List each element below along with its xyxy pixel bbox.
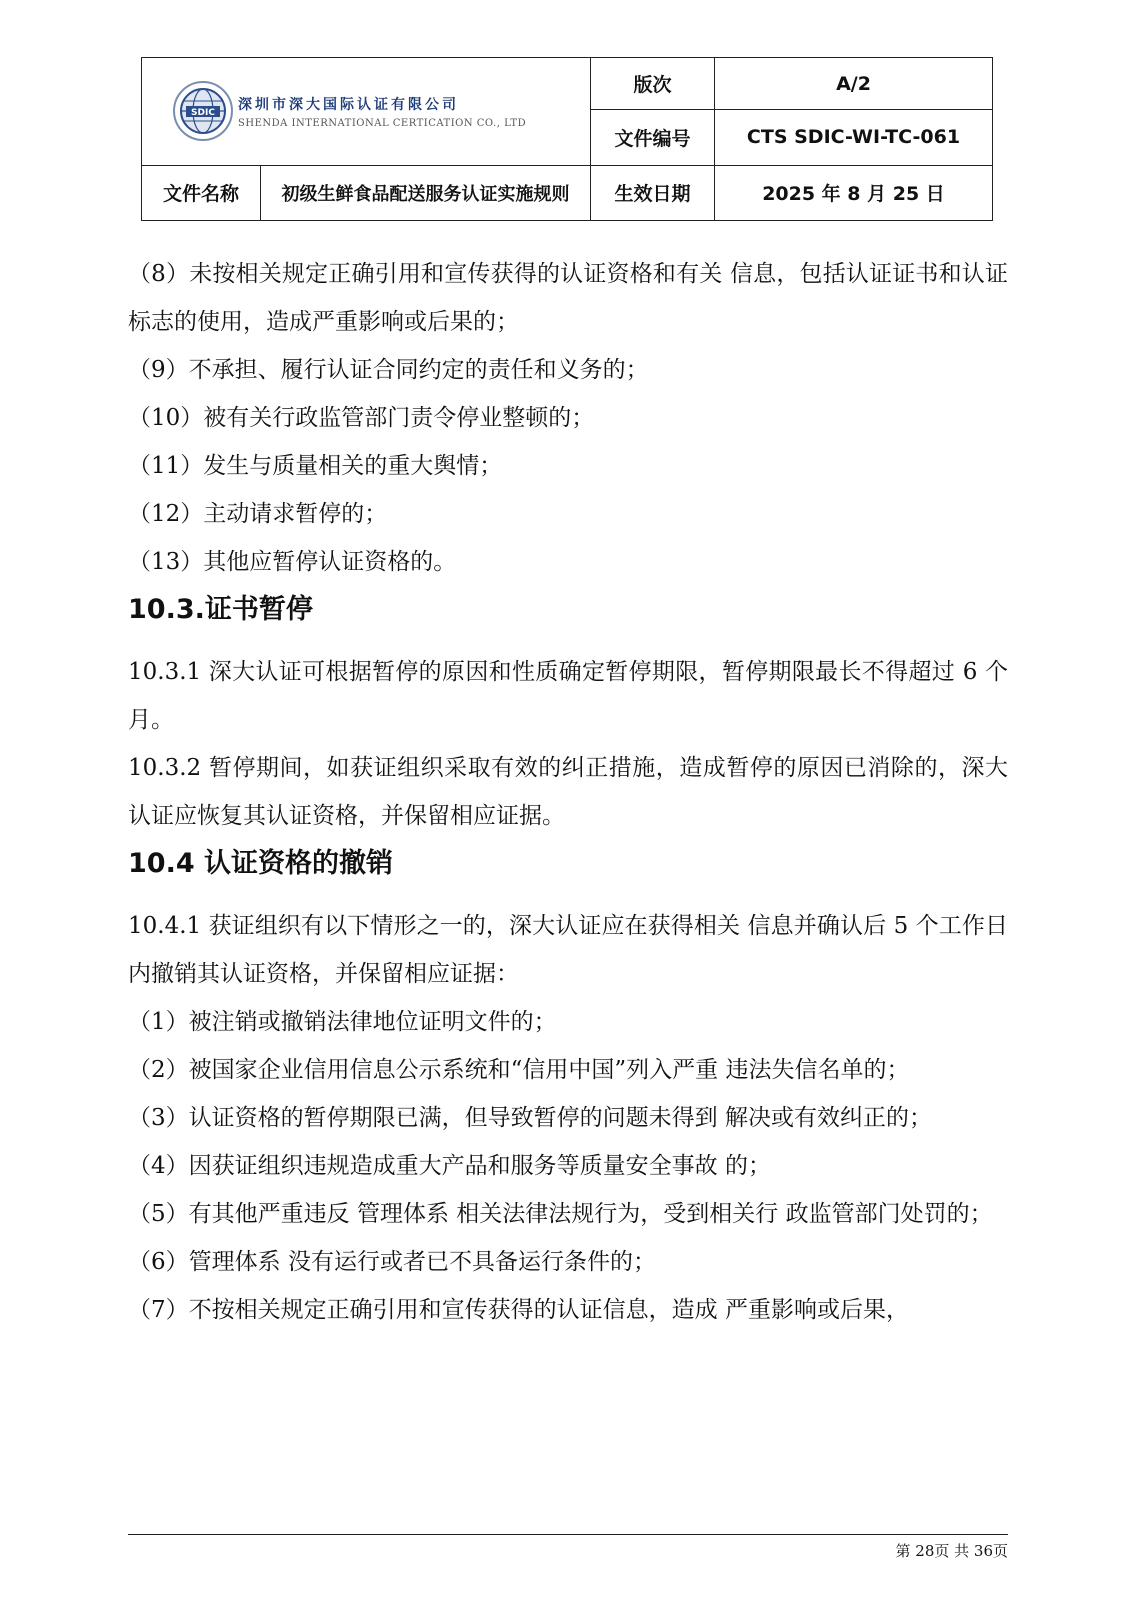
- list-item: （13）其他应暂停认证资格的。: [128, 549, 457, 575]
- list-item: （12）主动请求暂停的；: [128, 501, 388, 527]
- company-name-cn: 深圳市深大国际认证有限公司: [238, 96, 459, 113]
- list-item: （7）不按相关规定正确引用和宣传获得的认证信息，造成 严重影响或后果，: [128, 1297, 909, 1323]
- list-item: （4）因获证组织违规造成重大产品和服务等质量安全事故 的；: [128, 1153, 771, 1179]
- list-item: （3）认证资格的暂停期限已满，但导致暂停的问题未得到 解决或有效纠正的；: [128, 1105, 932, 1131]
- list-item: （2）被国家企业信用信息公示系统和“信用中国”列入严重 违法失信名单的；: [128, 1057, 910, 1083]
- document-header-table: [141, 57, 993, 221]
- svg-text:SDIC: SDIC: [191, 108, 215, 119]
- section-heading-10-4: 10.4 认证资格的撤销: [128, 848, 394, 879]
- list-item: （8）未按相关规定正确引用和宣传获得的认证资格和有关 信息，包括认证证书和认证标志的使用，造成严重影响或后果的；: [128, 261, 1008, 335]
- company-name-en: SHENDA INTERNATIONAL CERTICATION CO., LTD: [238, 117, 527, 129]
- section-heading-10-3: 10.3.证书暂停: [128, 594, 313, 625]
- paragraph-10-3-1: 10.3.1 深大认证可根据暂停的原因和性质确定暂停期限，暂停期限最长不得超过 6 个月。: [128, 659, 1008, 733]
- doc-name-value: 初级生鲜食品配送服务认证实施规则: [261, 165, 591, 220]
- page-number: 第 28页 共 36页: [895, 1542, 1008, 1560]
- version-label: 版次: [591, 58, 715, 110]
- doc-name-label: 文件名称: [142, 165, 261, 220]
- document-body: [128, 250, 1008, 1334]
- effective-date-value: 2025 年 8 月 25 日: [715, 165, 993, 220]
- footer-divider: [128, 1534, 1008, 1535]
- list-item: （5）有其他严重违反 管理体系 相关法律法规行为，受到相关行 政监管部门处罚的；: [128, 1201, 993, 1227]
- list-item: （10）被有关行政监管部门责令停业整顿的；: [128, 405, 595, 431]
- list-item: （11）发生与质量相关的重大舆情；: [128, 453, 503, 479]
- company-logo-icon: [172, 80, 234, 142]
- paragraph-10-3-2: 10.3.2 暂停期间，如获证组织采取有效的纠正措施，造成暂停的原因已消除的，深大认证应恢复其认证资格，并保留相应证据。: [128, 755, 1008, 829]
- list-item: （1）被注销或撤销法律地位证明文件的；: [128, 1009, 557, 1035]
- paragraph-10-4-1: 10.4.1 获证组织有以下情形之一的，深大认证应在获得相关 信息并确认后 5 个工作日内撤销其认证资格，并保留相应证据：: [128, 913, 1008, 987]
- effective-date-label: 生效日期: [591, 165, 715, 220]
- doc-number-value: CTS SDIC-WI-TC-061: [715, 110, 993, 165]
- doc-number-label: 文件编号: [591, 110, 715, 165]
- version-value: A/2: [715, 58, 993, 110]
- company-logo-cell: [142, 58, 591, 166]
- list-item: （6）管理体系 没有运行或者已不具备运行条件的；: [128, 1249, 656, 1275]
- list-item: （9）不承担、履行认证合同约定的责任和义务的；: [128, 357, 649, 383]
